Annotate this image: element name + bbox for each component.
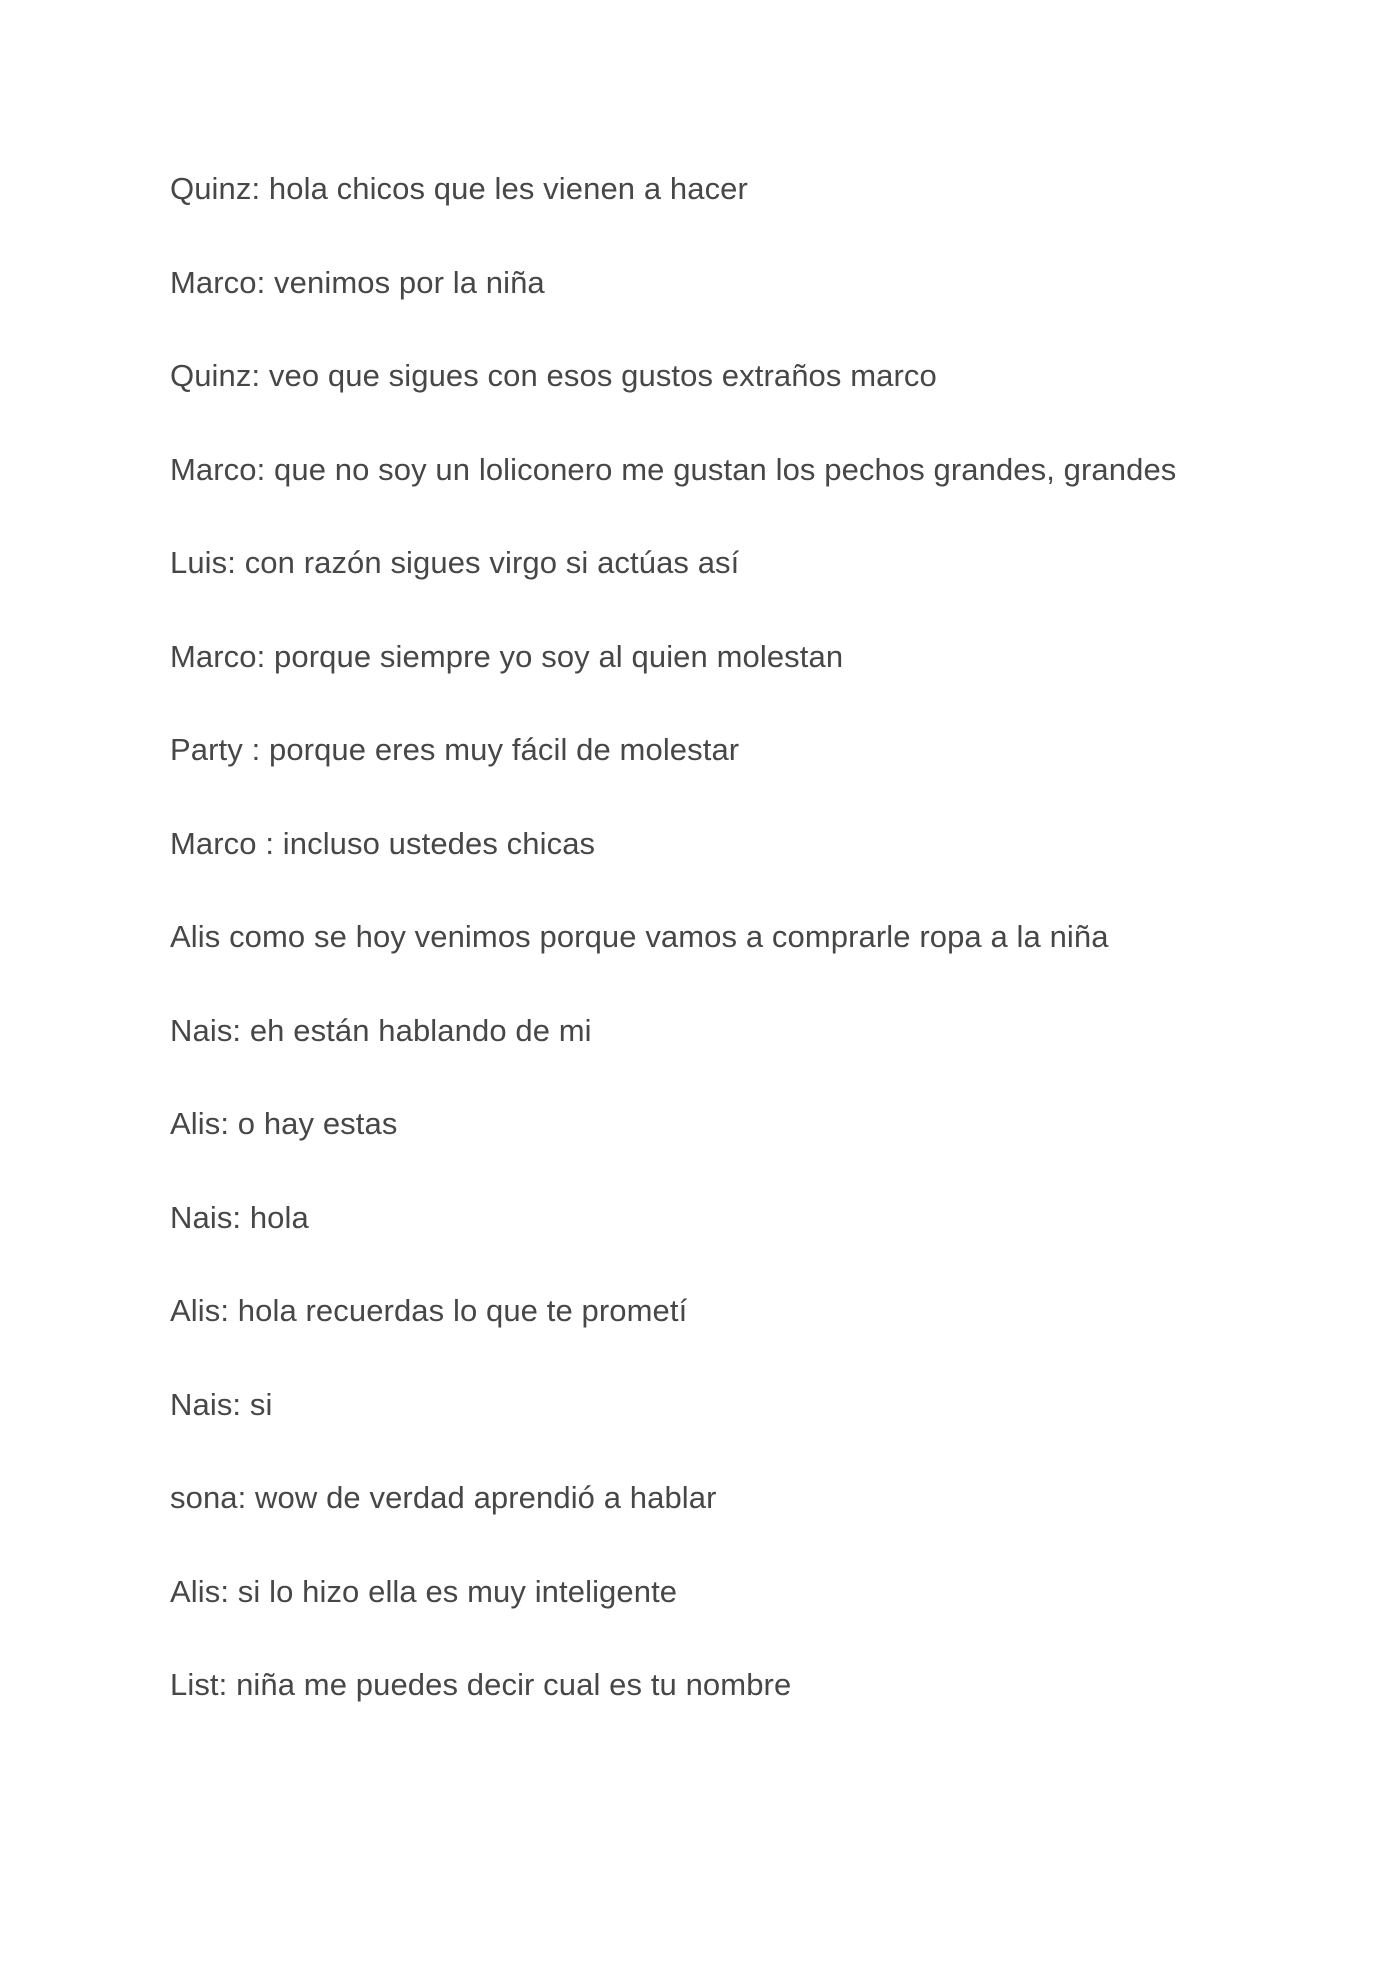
dialogue-line: Alis: si lo hizo ella es muy inteligente	[170, 1573, 678, 1609]
dialogue-lines	[170, 166, 1350, 1756]
dialogue-line: Luis: con razón sigues virgo si actúas así	[170, 545, 740, 580]
dialogue-line: Marco : incluso ustedes chicas	[170, 825, 596, 861]
dialogue-line: Marco: venimos por la niña	[170, 264, 545, 300]
dialogue-line: List: niña me puedes decir cual es tu nombre	[170, 1667, 792, 1702]
dialogue-line: Marco: porque siempre yo soy al quien molestan	[170, 638, 844, 674]
dialogue-line: Marco: que no soy un loliconero me gustan los pechos grandes, grandes	[170, 451, 1177, 487]
dialogue-line: Party : porque eres muy fácil de molestar	[170, 732, 740, 767]
dialogue-line: Nais: hola	[170, 1199, 309, 1235]
dialogue-line: Nais: si	[170, 1386, 273, 1422]
dialogue-line: Quinz: veo que sigues con esos gustos extraños marco	[170, 358, 937, 393]
dialogue-line: sona: wow de verdad aprendió a hablar	[170, 1480, 717, 1515]
dialogue-line: Alis como se hoy venimos porque vamos a comprarle ropa a la niña	[170, 919, 1109, 954]
dialogue-line: Alis: hola recuerdas lo que te prometí	[170, 1293, 688, 1328]
dialogue-line: Nais: eh están hablando de mi	[170, 1012, 592, 1048]
dialogue-line: Quinz: hola chicos que les vienen a hacer	[170, 171, 748, 206]
dialogue-line: Alis: o hay estas	[170, 1106, 398, 1141]
